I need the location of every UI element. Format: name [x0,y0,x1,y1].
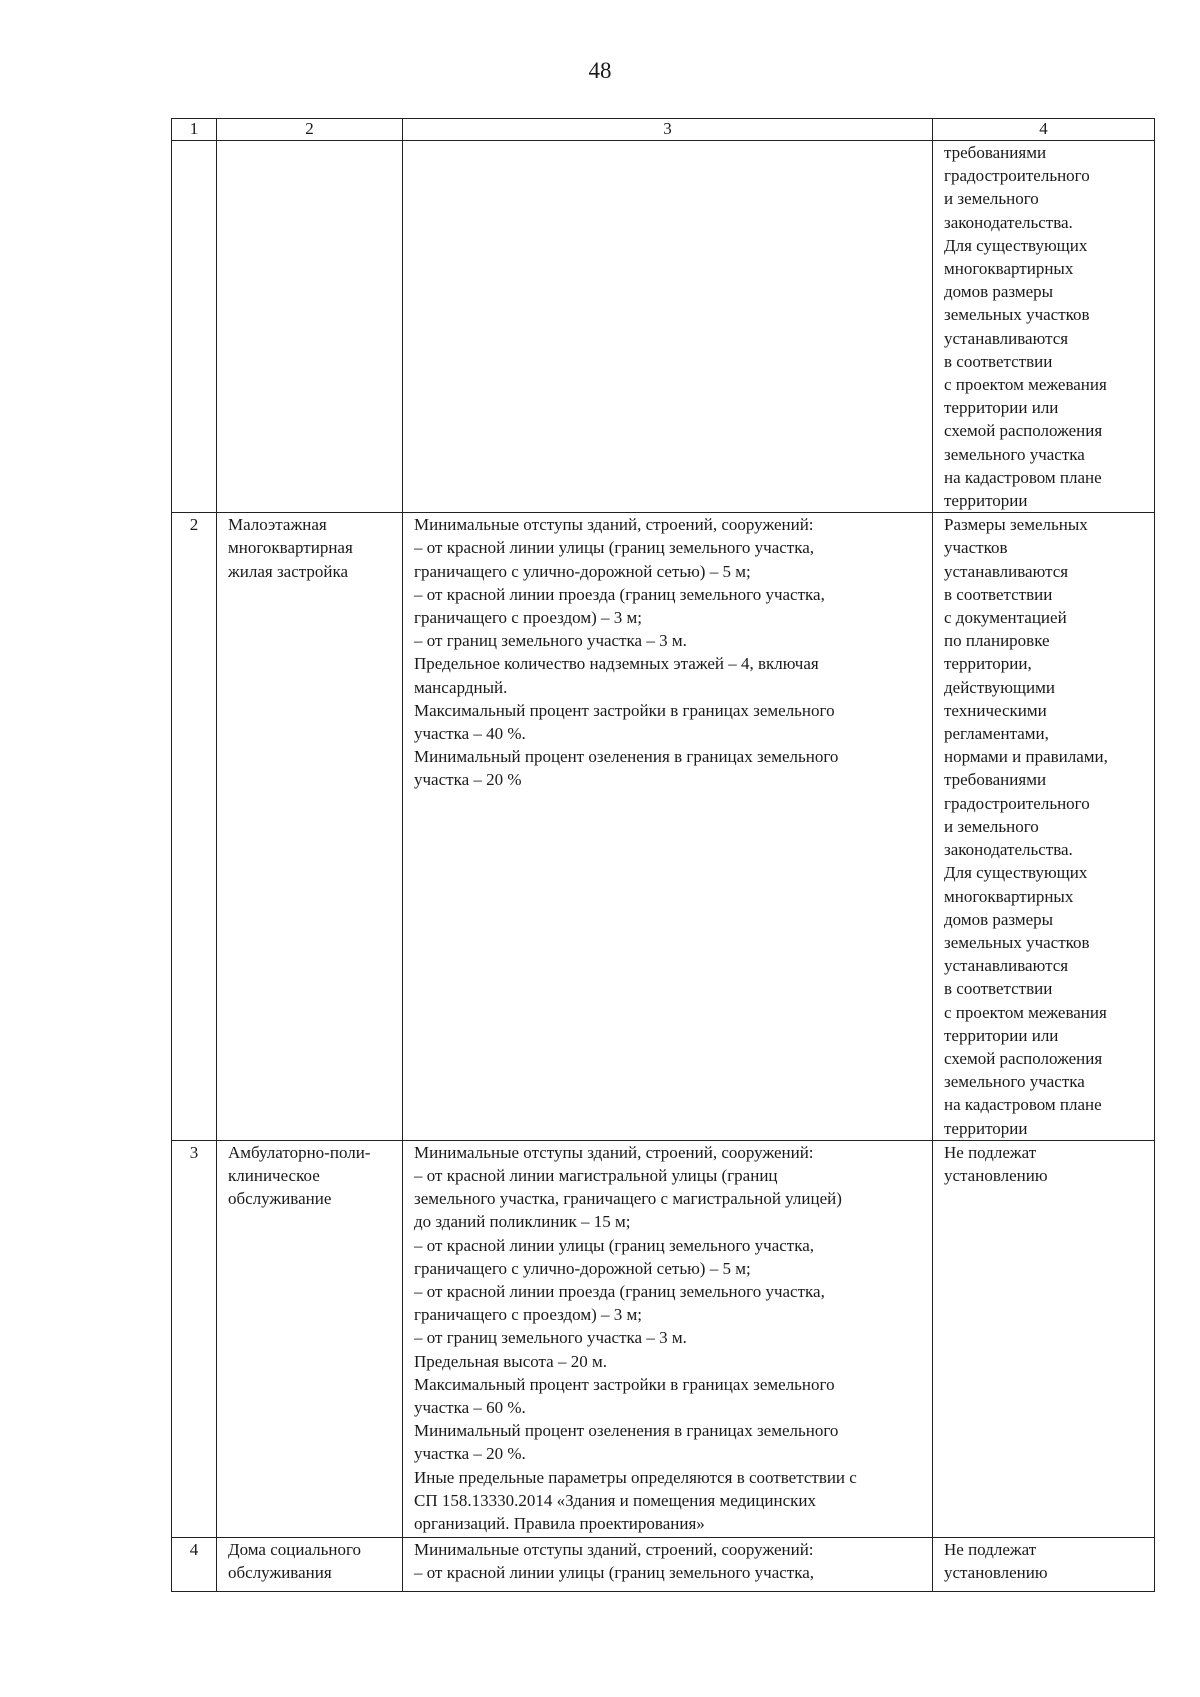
text-line: – от красной линии магистральной улицы (границ [414,1165,778,1185]
text-line: градостроительного [944,793,1090,813]
text-line: территории или [944,1025,1059,1045]
text-line: Минимальный процент озеленения в границах земельного [414,747,839,767]
text-line: Минимальные отступы зданий, строений, сооружений: [414,1539,814,1559]
text-line: территории [944,491,1028,511]
page-number: 48 [588,58,612,83]
text-line: граничащего с улично-дорожной сетью) – 5 м; [414,1258,751,1278]
text-line: законодательства. [944,840,1073,860]
parameters-cell [403,1140,933,1537]
text-line: – от красной линии улицы (границ земельного участка, [414,1562,815,1582]
text-line: действующими [944,677,1055,697]
text-line: территории [944,1118,1028,1138]
text-line: установлению [944,1165,1048,1185]
text-line: – от красной линии улицы (границ земельного участка, [414,1235,815,1255]
text-line: требованиями [944,143,1047,162]
text-line: участка – 60 %. [414,1397,526,1417]
text-line: до зданий поликлиник – 15 м; [414,1212,631,1232]
text-line: домов размеры [944,282,1054,302]
text-line: схемой расположения [944,1048,1103,1068]
text-line: требованиями [944,770,1047,790]
text-line: с проектом межевания [944,1002,1107,1022]
text-line: с документацией [944,608,1067,628]
text-line: территории, [944,654,1032,674]
text-line: земельного участка [944,1072,1085,1092]
text-line: градостроительного [944,166,1090,186]
use-type-cell [217,513,403,1140]
text-line: обслуживание [228,1189,332,1209]
text-line: в соответствии [944,979,1053,999]
text-line: Максимальный процент застройки в границах земельного [414,700,835,720]
text-line: в соответствии [944,584,1053,604]
text-line: граничащего с улично-дорожной сетью) – 5 м; [414,561,751,581]
header-col-3: 3 [403,119,933,141]
text-line: Минимальные отступы зданий, строений, сооружений: [414,515,814,535]
row-number: 3 [172,1140,217,1537]
text-line: участка – 40 %. [414,724,526,744]
header-col-1: 1 [172,119,217,141]
text-line: Предельное количество надземных этажей – 4, включая [414,654,819,674]
text-line: на кадастровом плане [944,1095,1102,1115]
land-plot-size-cell [933,513,1155,1140]
text-line: Для существующих [944,863,1088,883]
text-line: мансардный. [414,677,508,697]
text-line: Минимальные отступы зданий, строений, сооружений: [414,1142,814,1162]
text-line: установлению [944,1562,1048,1582]
text-line: и земельного [944,189,1039,209]
text-line: организаций. Правила проектирования» [414,1513,705,1533]
text-line: граничащего с проездом) – 3 м; [414,608,642,628]
table-row [172,1140,1155,1537]
parameters-cell [403,141,933,513]
text-line: Для существующих [944,235,1088,255]
land-plot-size-cell [933,141,1155,513]
text-line: территории или [944,398,1059,418]
table-row [172,141,1155,513]
text-line: домов размеры [944,909,1054,929]
text-line: земельных участков [944,305,1090,325]
text-line: СП 158.13330.2014 «Здания и помещения медицинских [414,1490,817,1510]
text-line: законодательства. [944,212,1073,232]
text-line: схемой расположения [944,421,1103,441]
text-line: граничащего с проездом) – 3 м; [414,1305,642,1325]
text-line: и земельного [944,816,1039,836]
text-line: устанавливаются [944,328,1069,348]
text-line: Размеры земельных [944,515,1088,535]
text-line: – от красной линии улицы (границ земельного участка, [414,538,815,558]
use-type-cell [217,1537,403,1591]
text-line: многоквартирных [944,886,1074,906]
text-line: по планировке [944,631,1050,651]
text-line: участка – 20 % [414,770,522,790]
header-col-4: 4 [933,119,1155,141]
use-type-cell [217,141,403,513]
text-line: Амбулаторно-поли- [228,1142,371,1162]
text-line: нормами и правилами, [944,747,1108,767]
text-line: участка – 20 %. [414,1444,526,1464]
text-line: земельных участков [944,932,1090,952]
text-line: многоквартирных [944,259,1074,279]
text-line: – от границ земельного участка – 3 м. [414,631,687,651]
row-number [172,141,217,513]
text-line: земельного участка, граничащего с магистральной улицей) [414,1189,842,1209]
parameters-cell [403,1537,933,1591]
table-header-row [172,119,1155,141]
text-line: многоквартирная [228,538,353,558]
text-line: Максимальный процент застройки в границах земельного [414,1374,835,1394]
header-col-2: 2 [217,119,403,141]
table-row [172,513,1155,1140]
text-line: – от красной линии проезда (границ земельного участка, [414,1281,825,1301]
use-type-cell [217,1140,403,1537]
text-line: Иные предельные параметры определяются в соответствии с [414,1467,857,1487]
text-line: – от красной линии проезда (границ земельного участка, [414,584,825,604]
text-line: с проектом межевания [944,375,1107,395]
text-line: Предельная высота – 20 м. [414,1351,607,1371]
text-line: клиническое [228,1165,320,1185]
text-line: на кадастровом плане [944,467,1102,487]
row-number: 2 [172,513,217,1140]
land-plot-size-cell [933,1140,1155,1537]
text-line: в соответствии [944,351,1053,371]
text-line: – от границ земельного участка – 3 м. [414,1328,687,1348]
text-line: Не подлежат [944,1539,1037,1559]
text-line: устанавливаются [944,561,1069,581]
text-line: Малоэтажная [228,515,327,535]
parameters-cell [403,513,933,1140]
regulations-table [171,118,1155,1592]
land-plot-size-cell [933,1537,1155,1591]
row-number: 4 [172,1537,217,1591]
text-line: обслуживания [228,1562,332,1582]
text-line: земельного участка [944,444,1085,464]
text-line: участков [944,538,1008,558]
text-line: Минимальный процент озеленения в границах земельного [414,1421,839,1441]
text-line: устанавливаются [944,956,1069,976]
text-line: Дома социального [228,1539,362,1559]
text-line: жилая застройка [228,561,349,581]
text-line: техническими [944,700,1047,720]
table-row [172,1537,1155,1591]
text-line: регламентами, [944,724,1049,744]
text-line: Не подлежат [944,1142,1037,1162]
